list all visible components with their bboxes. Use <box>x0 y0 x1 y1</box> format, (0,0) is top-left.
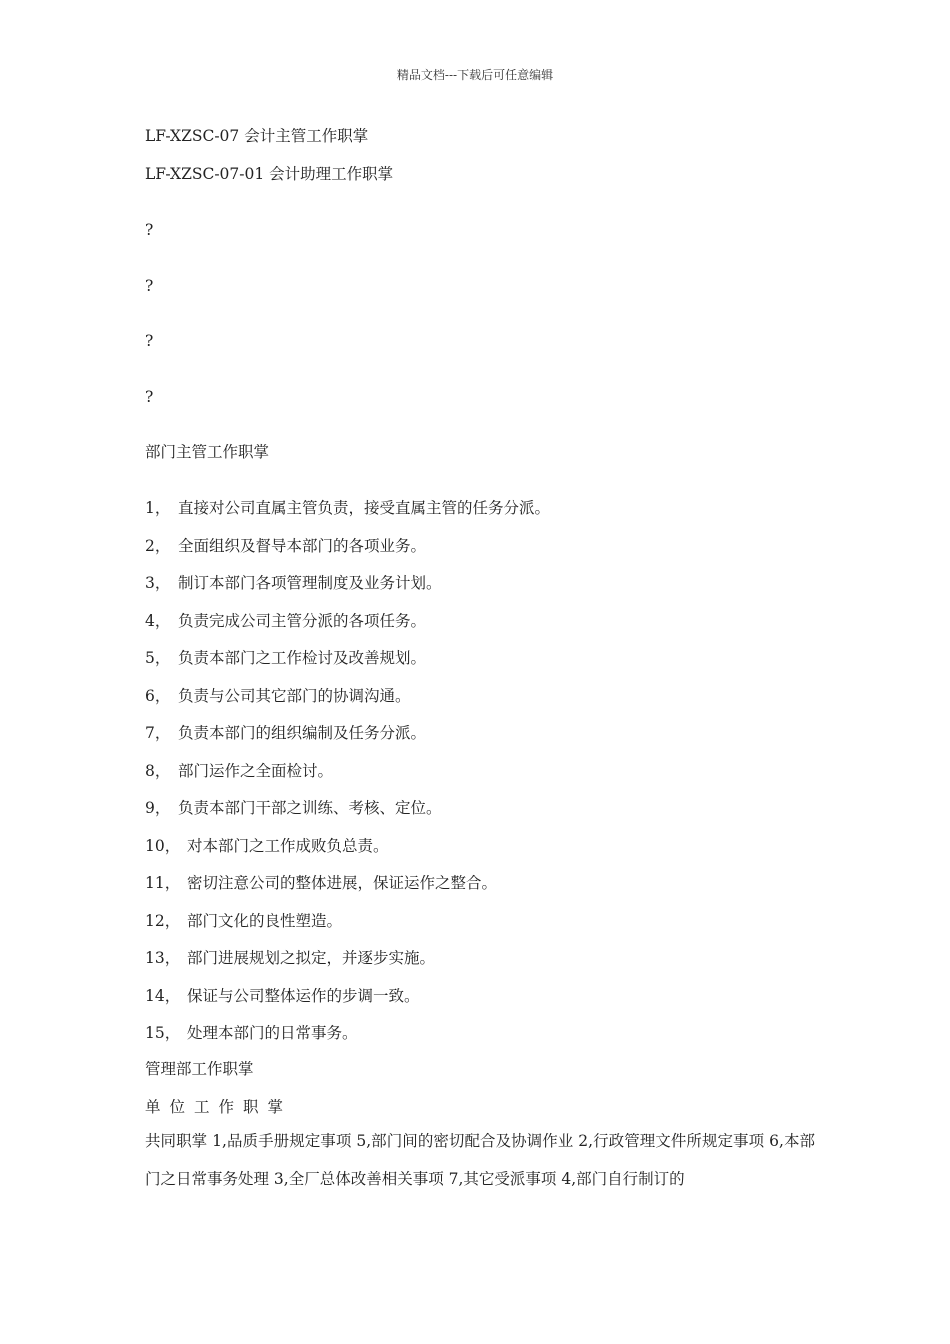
placeholder-mark: ? <box>145 221 154 239</box>
duty-number: 13， <box>145 949 181 967</box>
duty-text: 对本部门之工作成败负总责。 <box>187 837 389 855</box>
duty-text: 部门文化的良性塑造。 <box>187 912 343 930</box>
duty-item <box>145 798 442 818</box>
duty-text: 负责本部门干部之训练、考核、定位。 <box>178 799 442 817</box>
duty-number: 1， <box>145 499 171 517</box>
doc-code-line: LF-XZSC-07-01 会计助理工作职掌 <box>145 165 394 183</box>
duty-item <box>145 498 550 518</box>
duty-item <box>145 761 333 781</box>
duty-number: 6， <box>145 687 171 705</box>
section-title: 部门主管工作职掌 <box>145 443 270 461</box>
duty-text: 密切注意公司的整体进展，保证运作之整合。 <box>187 874 498 892</box>
duty-item <box>145 911 342 931</box>
placeholder-mark: ? <box>145 332 154 350</box>
duty-text: 制订本部门各项管理制度及业务计划。 <box>178 574 442 592</box>
duty-number: 5， <box>145 649 171 667</box>
duty-number: 9， <box>145 799 171 817</box>
duty-number: 2， <box>145 537 171 555</box>
duty-number: 11， <box>145 874 181 892</box>
management-title: 管理部工作职掌 <box>145 1060 254 1078</box>
duty-text: 负责与公司其它部门的协调沟通。 <box>178 687 411 705</box>
duty-number: 8， <box>145 762 171 780</box>
duty-number: 12， <box>145 912 181 930</box>
duty-text: 处理本部门的日常事务。 <box>187 1024 358 1042</box>
duty-item <box>145 1023 358 1043</box>
duty-item <box>145 648 426 668</box>
duty-text: 直接对公司直属主管负责，接受直属主管的任务分派。 <box>178 499 551 517</box>
duty-item <box>145 536 426 556</box>
duty-item <box>145 573 442 593</box>
duty-item <box>145 873 497 893</box>
duty-item <box>145 986 420 1006</box>
duty-text: 负责完成公司主管分派的各项任务。 <box>178 612 427 630</box>
duty-number: 10， <box>145 837 181 855</box>
duty-number: 4， <box>145 612 171 630</box>
duty-item <box>145 948 435 968</box>
placeholder-mark: ? <box>145 277 154 295</box>
duty-text: 负责本部门之工作检讨及改善规划。 <box>178 649 427 667</box>
duty-text: 部门进展规划之拟定，并逐步实施。 <box>187 949 436 967</box>
page-header: 精品文档---下载后可任意编辑 <box>396 68 554 82</box>
unit-title: 单位工作职掌 <box>145 1098 293 1116</box>
duty-text: 负责本部门的组织编制及任务分派。 <box>178 724 427 742</box>
placeholder-mark: ? <box>145 388 154 406</box>
duty-text: 部门运作之全面检讨。 <box>178 762 334 780</box>
duty-item <box>145 686 411 706</box>
duty-item <box>145 611 426 631</box>
duty-number: 14， <box>145 987 181 1005</box>
duty-number: 15， <box>145 1024 181 1042</box>
duty-number: 7， <box>145 724 171 742</box>
duty-text: 保证与公司整体运作的步调一致。 <box>187 987 420 1005</box>
duty-item <box>145 836 389 856</box>
duty-number: 3， <box>145 574 171 592</box>
doc-code-line: LF-XZSC-07 会计主管工作职掌 <box>145 127 369 145</box>
duty-text: 全面组织及督导本部门的各项业务。 <box>178 537 427 555</box>
duty-item <box>145 723 426 743</box>
common-duties-paragraph: 共同职掌 1,品质手册规定事项 5,部门间的密切配合及协调作业 2,行政管理文件所规定事项 6,本部门之日常事务处理 3,全厂总体改善相关事项 7,其它受派事项 4,部门自行制订的 <box>145 1132 815 1188</box>
